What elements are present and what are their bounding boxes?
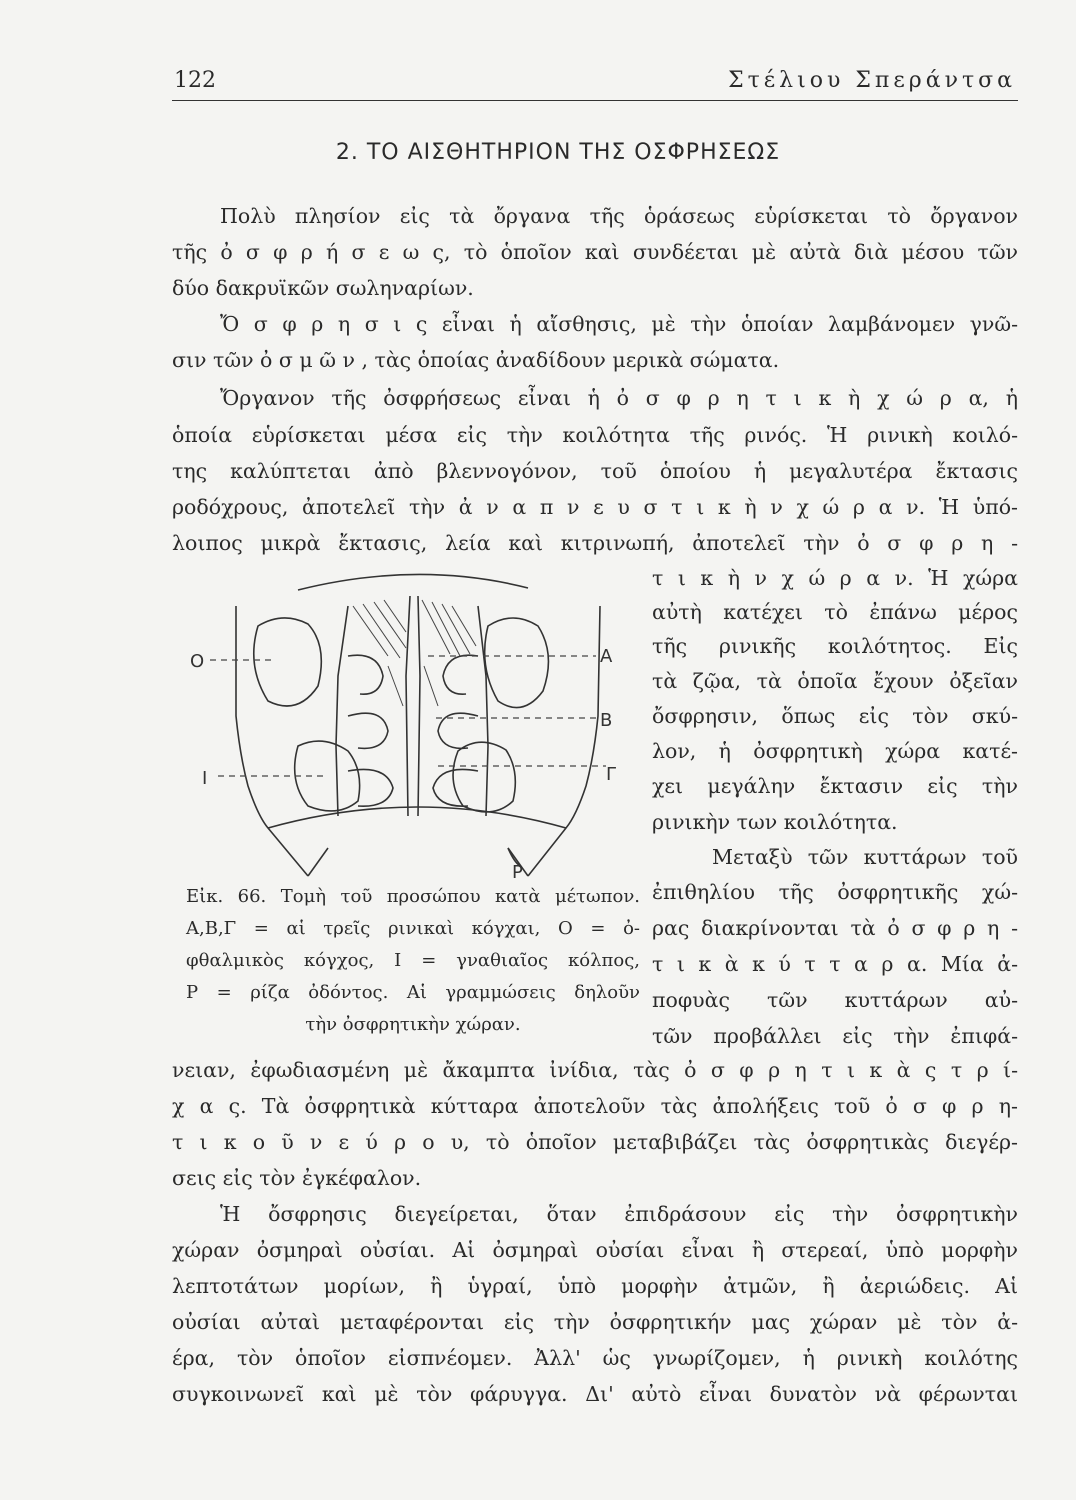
- text-line: ἐπιθηλίου τῆς ὀσφρητικῆς χώ-: [652, 880, 1018, 904]
- text-line: ὄσφρησιν, ὅπως εἰς τὸν σκύ-: [652, 704, 1018, 728]
- text-line: χ α ς. Τὰ ὀσφρητικὰ κύτταρα ἀποτελοῦν τὰς ἀπολήξεις τοῦ ὀ σ φ ρ η-: [172, 1094, 1018, 1118]
- text-line: οὐσίαι αὐταὶ μεταφέρονται εἰς τὴν ὀσφρητικήν μας χώραν μὲ τὸν ἀ-: [172, 1310, 1018, 1334]
- text-line: Ἡ ὄσφρησις διεγείρεται, ὅταν ἐπιδράσουν εἰς τὴν ὀσφρητικὴν: [220, 1202, 1018, 1226]
- text-line: Ὄ σ φ ρ η σ ι ς εἶναι ἡ αἴσθησις, μὲ τὴν ὁποίαν λαμβάνομεν γνῶ-: [220, 312, 1018, 336]
- text-line: λοιπος μικρὰ ἔκτασις, λεία καὶ κιτρινωπή, ἀποτελεῖ τὴν ὀ σ φ ρ η -: [172, 531, 1018, 555]
- running-header: [172, 66, 1018, 101]
- figure-label-p: P: [512, 862, 523, 883]
- text-line: ρας διακρίνονται τὰ ὀ σ φ ρ η -: [652, 916, 1018, 940]
- figure-label-a: A: [600, 646, 613, 667]
- text-line: Μεταξὺ τῶν κυττάρων τοῦ: [712, 845, 1018, 869]
- figure-label-i: I: [202, 768, 208, 789]
- text-line: νειαν, ἐφωδιασμένη μὲ ἄκαμπτα ἰνίδια, τὰς ὀ σ φ ρ η τ ι κ ὰ ς τ ρ ί-: [172, 1058, 1018, 1082]
- figure-caption-line: Εἰκ. 66. Τομὴ τοῦ προσώπου κατὰ μέτωπον.: [186, 886, 640, 907]
- text-line: σεις εἰς τὸν ἐγκέφαλον.: [172, 1166, 422, 1190]
- text-line: αὐτὴ κατέχει τὸ ἐπάνω μέρος: [652, 600, 1018, 624]
- figure-face-section: [188, 566, 648, 886]
- figure-caption-line: Ρ = ρίζα ὀδόντος. Αἱ γραμμώσεις δηλοῦν: [186, 982, 640, 1003]
- text-line: τ ι κ ο ῦ ν ε ύ ρ ο υ, τὸ ὁποῖον μεταβιβάζει τὰς ὀσφρητικὰς διεγέρ-: [172, 1130, 1018, 1154]
- text-line: τῶν προβάλλει εἰς τὴν ἐπιφά-: [652, 1024, 1018, 1048]
- text-line: συγκοινωνεῖ καὶ μὲ τὸν φάρυγγα. Δι' αὐτὸ εἶναι δυνατὸν νὰ φέρωνται: [172, 1382, 1018, 1406]
- text-line: τῆς ὀ σ φ ρ ή σ ε ω ς, τὸ ὁποῖον καὶ συνδέεται μὲ αὐτὰ διὰ μέσου τῶν: [172, 240, 1018, 264]
- text-line: Πολὺ πλησίον εἰς τὰ ὄργανα τῆς ὁράσεως εὑρίσκεται τὸ ὄργανον: [220, 204, 1018, 228]
- text-line: λον, ἡ ὀσφρητικὴ χώρα κατέ-: [652, 739, 1018, 763]
- figure-drawing: [188, 566, 648, 886]
- page-number: 122: [174, 68, 216, 93]
- text-line: τ ι κ ὰ κ ύ τ τ α ρ α. Μία ἀ-: [652, 952, 1018, 976]
- figure-label-g: Γ: [606, 764, 617, 785]
- running-title: Στέλιου Σπεράντσα: [728, 68, 1016, 93]
- section-title: 2. ΤΟ ΑΙΣΘΗΤΗΡΙΟΝ ΤΗΣ ΟΣΦΡΗΣΕΩΣ: [335, 140, 781, 165]
- figure-caption-line: φθαλμικὸς κόγχος, Ι = γναθιαῖος κόλπος,: [186, 950, 640, 971]
- text-line: ρινικὴν των κοιλότητα.: [652, 810, 898, 834]
- figure-caption-line: τὴν ὀσφρητικὴν χώραν.: [305, 1014, 521, 1035]
- figure-label-o: O: [190, 651, 205, 672]
- text-line: ποφυὰς τῶν κυττάρων αὐ-: [652, 988, 1018, 1012]
- text-line: λεπτοτάτων μορίων, ἢ ὑγραί, ὑπὸ μορφὴν ἀτμῶν, ἢ ἀεριώδεις. Αἱ: [172, 1274, 1018, 1298]
- text-line: ὁποία εὑρίσκεται μέσα εἰς τὴν κοιλότητα τῆς ρινός. Ἡ ρινικὴ κοιλό-: [172, 423, 1018, 447]
- text-line: χει μεγάλην ἔκτασιν εἰς τὴν: [652, 774, 1018, 798]
- text-line: τὰ ζῷα, τὰ ὁποῖα ἔχουν ὀξεῖαν: [652, 669, 1018, 693]
- figure-caption-line: Α,Β,Γ = αἱ τρεῖς ρινικαὶ κόγχαι, Ο = ὀ-: [186, 918, 640, 939]
- text-line: σιν τῶν ὀ σ μ ῶ ν , τὰς ὁποίας ἀναδίδουν μερικὰ σώματα.: [172, 348, 780, 372]
- text-line: τ ι κ ὴ ν χ ώ ρ α ν. Ἡ χώρα: [652, 566, 1018, 590]
- text-line: δύο δακρυϊκῶν σωληναρίων.: [172, 276, 474, 300]
- text-line: χώραν ὀσμηραὶ οὐσίαι. Αἱ ὀσμηραὶ οὐσίαι εἶναι ἢ στερεαί, ὑπὸ μορφὴν: [172, 1238, 1018, 1262]
- text-line: ροδόχρους, ἀποτελεῖ τὴν ἀ ν α π ν ε υ σ τ ι κ ὴ ν χ ώ ρ α ν. Ἡ ὑπό-: [172, 495, 1018, 519]
- text-line: έρα, τὸν ὁποῖον εἰσπνέομεν. Ἀλλ' ὡς γνωρίζομεν, ἡ ρινικὴ κοιλότης: [172, 1346, 1018, 1370]
- text-line: της καλύπτεται ἀπὸ βλεννογόνον, τοῦ ὁποίου ἡ μεγαλυτέρα ἔκτασις: [172, 459, 1018, 483]
- text-line: τῆς ρινικῆς κοιλότητος. Εἰς: [652, 634, 1018, 658]
- text-line: Ὄργανον τῆς ὀσφρήσεως εἶναι ἡ ὀ σ φ ρ η τ ι κ ὴ χ ώ ρ α, ἡ: [220, 386, 1018, 410]
- figure-label-b: B: [600, 710, 613, 731]
